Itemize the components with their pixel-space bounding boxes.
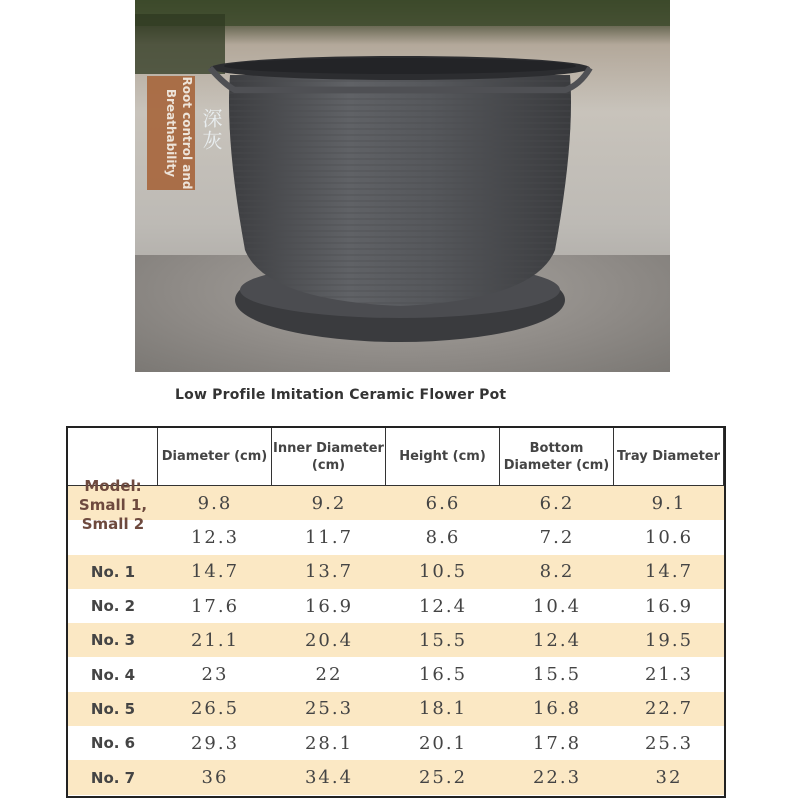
table-cell: 10.5 [418,561,468,583]
header-tray-diameter: Tray Diameter [614,428,724,485]
table-cell: 16.9 [644,595,694,617]
table-cell: 16.8 [532,698,582,720]
root-control-badge [147,76,195,190]
table-cell: 21.3 [644,664,694,686]
table-row [68,520,724,554]
flower-pot-illustration [135,0,670,372]
header-diameter: Diameter (cm) [158,428,272,485]
table-cell: 22 [315,664,343,686]
header-bottom-diameter: Bottom Diameter (cm) [500,428,614,485]
table-cell: 16.9 [304,595,354,617]
table-cell: 8.6 [425,526,461,548]
table-cell: 9.2 [311,492,347,514]
model-label: No. 5 [90,699,136,718]
table-cell: 25.2 [418,767,468,789]
size-table [66,426,726,798]
table-cell: 12.4 [532,629,582,651]
table-cell: 10.6 [644,526,694,548]
table-row [68,658,724,692]
table-cell: 6.6 [425,492,461,514]
table-cell: 25.3 [304,698,354,720]
model-label: No. 6 [90,734,136,753]
header-height: Height (cm) [386,428,500,485]
table-cell: 13.7 [304,561,354,583]
table-cell: 19.5 [644,629,694,651]
table-row [68,555,724,589]
table-cell: 6.2 [539,492,575,514]
table-cell: 26.5 [190,698,240,720]
table-cell: 17.8 [532,732,582,754]
table-cell: 10.4 [532,595,582,617]
table-cell: 34.4 [304,767,354,789]
table-cell: 20.1 [418,732,468,754]
table-cell: 7.2 [539,526,575,548]
model-label: No. 4 [90,665,136,684]
table-cell: 28.1 [304,732,354,754]
table-row [68,589,724,623]
model-header: Model: Small 1, Small 2 [78,476,148,533]
root-control-text: Root control and Breathability [164,76,194,190]
model-label: No. 3 [90,631,136,650]
table-cell: 17.6 [190,595,240,617]
model-label: No. 1 [90,562,136,581]
table-row [68,726,724,760]
table-row [68,692,724,726]
table-cell: 15.5 [418,629,468,651]
table-cell: 9.1 [651,492,687,514]
table-cell: 9.8 [197,492,233,514]
header-inner-diameter: Inner Diameter (cm) [272,428,386,485]
model-label: No. 2 [90,597,136,616]
table-cell: 32 [655,767,683,789]
table-cell: 12.4 [418,595,468,617]
table-cell: 16.5 [418,664,468,686]
table-cell: 15.5 [532,664,582,686]
table-cell: 25.3 [644,732,694,754]
table-cell: 14.7 [644,561,694,583]
table-cell: 36 [201,767,229,789]
product-photo [135,0,670,372]
table-cell: 11.7 [304,526,354,548]
table-cell: 12.3 [190,526,240,548]
model-label: No. 7 [90,768,136,787]
table-cell: 22.3 [532,767,582,789]
product-title: Low Profile Imitation Ceramic Flower Pot [175,387,507,403]
table-row [68,623,724,657]
table-cell: 20.4 [304,629,354,651]
table-cell: 23 [201,664,229,686]
table-cell: 29.3 [190,732,240,754]
table-cell: 8.2 [539,561,575,583]
table-cell: 18.1 [418,698,468,720]
table-cell: 14.7 [190,561,240,583]
table-row [68,760,724,794]
table-cell: 22.7 [644,698,694,720]
color-label: 深灰 [199,108,223,152]
table-row [68,486,724,520]
table-cell: 21.1 [190,629,240,651]
